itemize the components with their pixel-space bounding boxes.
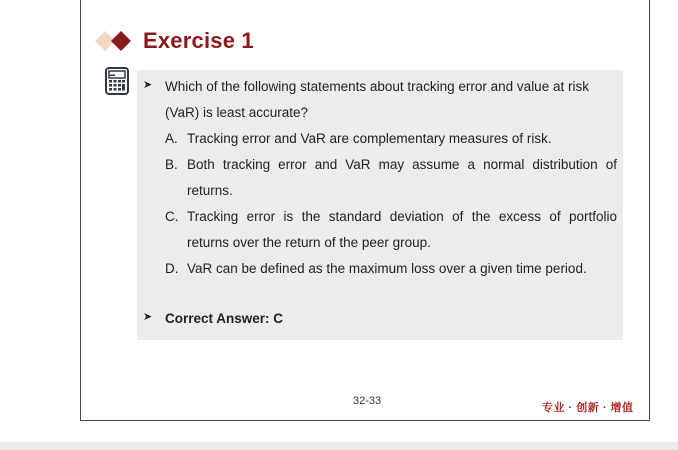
slogan: 专业 · 创新 · 增值 xyxy=(542,402,634,414)
option-d xyxy=(165,256,617,282)
correct-answer: Correct Answer: C xyxy=(165,311,284,326)
option-b xyxy=(165,152,617,204)
arrow-bullet-icon: ➤ xyxy=(143,79,153,91)
calculator-icon xyxy=(105,67,129,95)
arrow-bullet-icon: ➤ xyxy=(143,311,153,323)
option-text: Tracking error and VaR are complementary measures of risk. xyxy=(187,131,552,146)
bottom-strip xyxy=(0,442,678,450)
option-letter: A. xyxy=(165,131,178,146)
page-number: 32-33 xyxy=(353,395,382,407)
slide-page xyxy=(80,0,650,421)
option-letter: B. xyxy=(165,157,178,172)
diamond-icon xyxy=(95,29,135,53)
option-c xyxy=(165,204,617,256)
option-a xyxy=(165,126,617,152)
option-letter: C. xyxy=(165,209,179,224)
option-text: VaR can be defined as the maximum loss over a given time period. xyxy=(187,261,587,276)
question-box xyxy=(137,70,623,340)
option-text-cont: returns over the return of the peer group. xyxy=(187,235,431,250)
question-text-line1: Which of the following statements about tracking error and value at risk xyxy=(165,79,589,94)
option-text: Tracking error is the standard deviation of the excess of portfolio xyxy=(187,209,617,224)
option-letter: D. xyxy=(165,261,179,276)
question-text-line2: (VaR) is least accurate? xyxy=(165,105,309,120)
option-text-cont: returns. xyxy=(187,183,233,198)
slide-title: Exercise 1 xyxy=(143,28,254,53)
option-text: Both tracking error and VaR may assume a normal distribution of xyxy=(187,157,617,172)
